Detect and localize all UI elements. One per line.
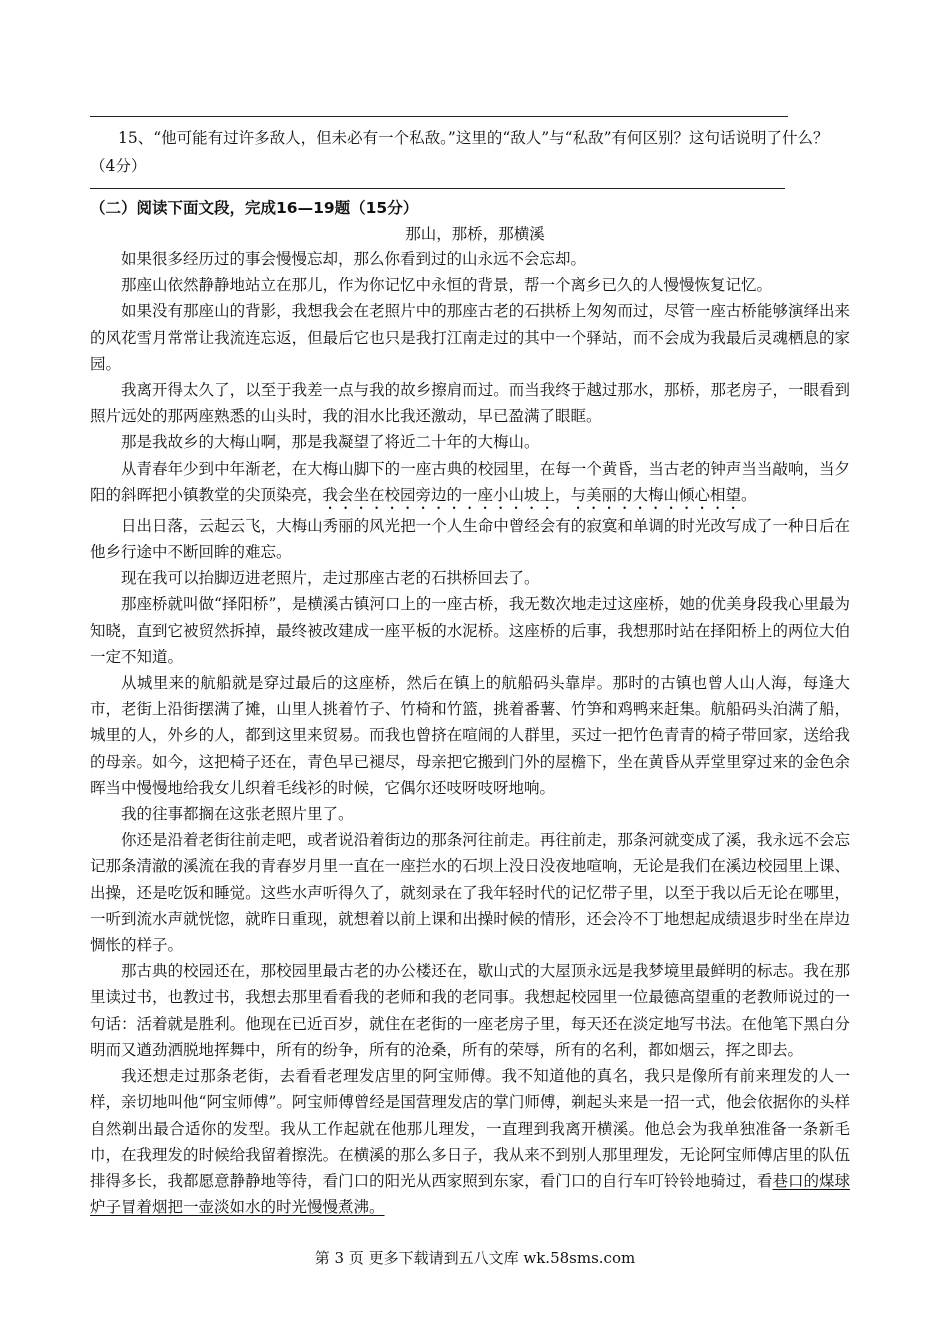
question-15 [90,124,850,180]
paragraph: 我离开得太久了，以至于我差一点与我的故乡擦肩而过。而当我终于越过那水，那桥，那老房子，一眼看到照片远处的那两座熟悉的山头时，我的泪水比我还激动，早已盈满了眼眶。 [90,381,850,426]
paragraph-text: 我还想走过那条老街，去看看老理发店里的阿宝师傅。我不知道他的真名，我只是像所有前来理发的人一样，亲切地叫他“阿宝师傅”。阿宝师傅曾经是国营理发店的掌门师傅，剃起头来是一招一式，他会依据你的头样自然剃出最合适你的发型。我从工作起就在他那儿理发，一直理到我离开横溪。他总会为我单独准备一条新毛巾，在我理发的时候给我留着擦洗。在横溪的那么多日子，我从来不到别人那里理发，无论阿宝师傅店里的队伍排得多长，我都愿意静静地等待，看门口的阳光从西家照到东家，看门口的自行车叮铃铃地骑过，看 [90,1067,850,1190]
paragraph: 你还是沿着老街往前走吧，或者说沿着街边的那条河往前走。再往前走，那条河就变成了溪，我永远不会忘记那条清澈的溪流在我的青春岁月里一直在一座拦水的石坝上没日没夜地喧响，无论是我们在溪边校园里上课、出操，还是吃饭和睡觉。这些水声听得久了，就刻录在了我年轻时代的记忆带子里，以至于我以后无论在哪里，一听到流水声就恍惚，就昨日重现，就想着以前上课和出操时候的情形，还会冷不丁地想起成绩退步时坐在岸边惆怅的样子。 [90,831,850,955]
answer-line-top [90,116,788,117]
paragraph: 如果没有那座山的背影，我想我会在老照片中的那座古老的石拱桥上匆匆而过，尽管一座古桥能够演绎出来的风花雪月常常让我流连忘返，但最后它也只是我打江南走过的其中一个驿站，而不会成为我最后灵魂栖息的家园。 [90,302,850,373]
paragraph: 那座山依然静静地站立在那儿，作为你记忆中永恒的背景，帮一个离乡已久的人慢慢恢复记忆。 [121,276,773,295]
page-footer: 第 3 页 更多下载请到五八文库 wk.58sms.com [314,1249,636,1267]
paragraph-text: 。 [741,485,757,504]
paragraph: 那古典的校园还在，那校园里最古老的办公楼还在，歇山式的大屋顶永远是我梦境里最鲜明的标志。我在那里读过书，也教过书，我想去那里看看我的老师和我的老同事。我想起校园里一位最德高望重的老教师说过的一句话：活着就是胜利。他现在已近百岁，就住在老街的一座老房子里，每天还在淡定地写书法。在他笔下黑白分明而又遒劲洒脱地挥舞中，所有的纷争，所有的沧桑，所有的荣辱，所有的名利，都如烟云，挥之即去。 [90,962,850,1059]
paragraph: 日出日落，云起云飞，大梅山秀丽的风光把一个人生命中曾经会有的寂寞和单调的时光改写成了一种日后在他乡行途中不断回眸的难忘。 [90,516,850,562]
essay-body [90,246,850,1220]
question-15-text: 15、“他可能有过许多敌人，但未必有一个私敌。”这里的“敌人”与“私敌”有何区别？这句话说明了什么？（4分） [90,129,829,175]
paragraph-text: 从青春年少到中年渐老，在大梅山脚下的一座古典的校园里，在每一个黄昏，当古老的钟声当当敲响，当夕阳的斜晖把小镇教堂的尖顶染亮， [90,459,850,504]
paragraph: 那是我故乡的大梅山啊，那是我凝望了将近二十年的大梅山。 [121,433,540,452]
paragraph: 那座桥就叫做“择阳桥”，是横溪古镇河口上的一座古桥，我无数次地走过这座桥，她的优美身段我心里最为知晓，直到它被贸然拆掉，最终被改建成一座平板的水泥桥。这座桥的后事，我想那时站在择阳桥上的两位大伯一定不知道。 [90,595,850,666]
essay-title: 那山，那桥，那横溪 [405,225,545,243]
paragraph: 从城里来的航船就是穿过最后的这座桥，然后在镇上的航船码头靠岸。那时的古镇也曾人山人海，每逢大市，老街上沿街摆满了摊，山里人挑着竹子、竹椅和竹篮，挑着番薯、竹笋和鸡鸭来赶集。航船码头泊满了船，城里的人，外乡的人，都到这里来贸易。而我也曾挤在喧闹的人群里，买过一把竹色青青的椅子带回家，送给我的母亲。如今，这把椅子还在，青色早已褪尽，母亲把它搬到门外的屋檐下，坐在黄昏从弄堂里穿过来的金色余晖当中慢慢地给我女儿织着毛线衫的时候，它偶尔还吱呀吱呀地响。 [90,674,850,797]
section-heading: （二）阅读下面文段，完成16—19题（15分） [90,199,419,217]
paragraph: 我的往事都搁在这张老照片里了。 [121,805,354,824]
paragraph: 如果很多经历过的事会慢慢忘却，那么你看到过的山永远不会忘却。 [121,250,587,268]
answer-line-15 [90,188,785,189]
underlined-sentence: 巷口的煤球炉子冒着烟把一壶淡如水的时光慢慢煮沸。 [90,1171,850,1217]
paragraph [90,456,850,513]
paragraph: 现在我可以抬脚迈进老照片，走过那座古老的石拱桥回去了。 [121,569,540,588]
emphasized-sentence: 我会坐在校园旁边的一座小山坡上，与美丽的大梅山倾心相望 [322,485,742,504]
paragraph [90,1063,850,1220]
